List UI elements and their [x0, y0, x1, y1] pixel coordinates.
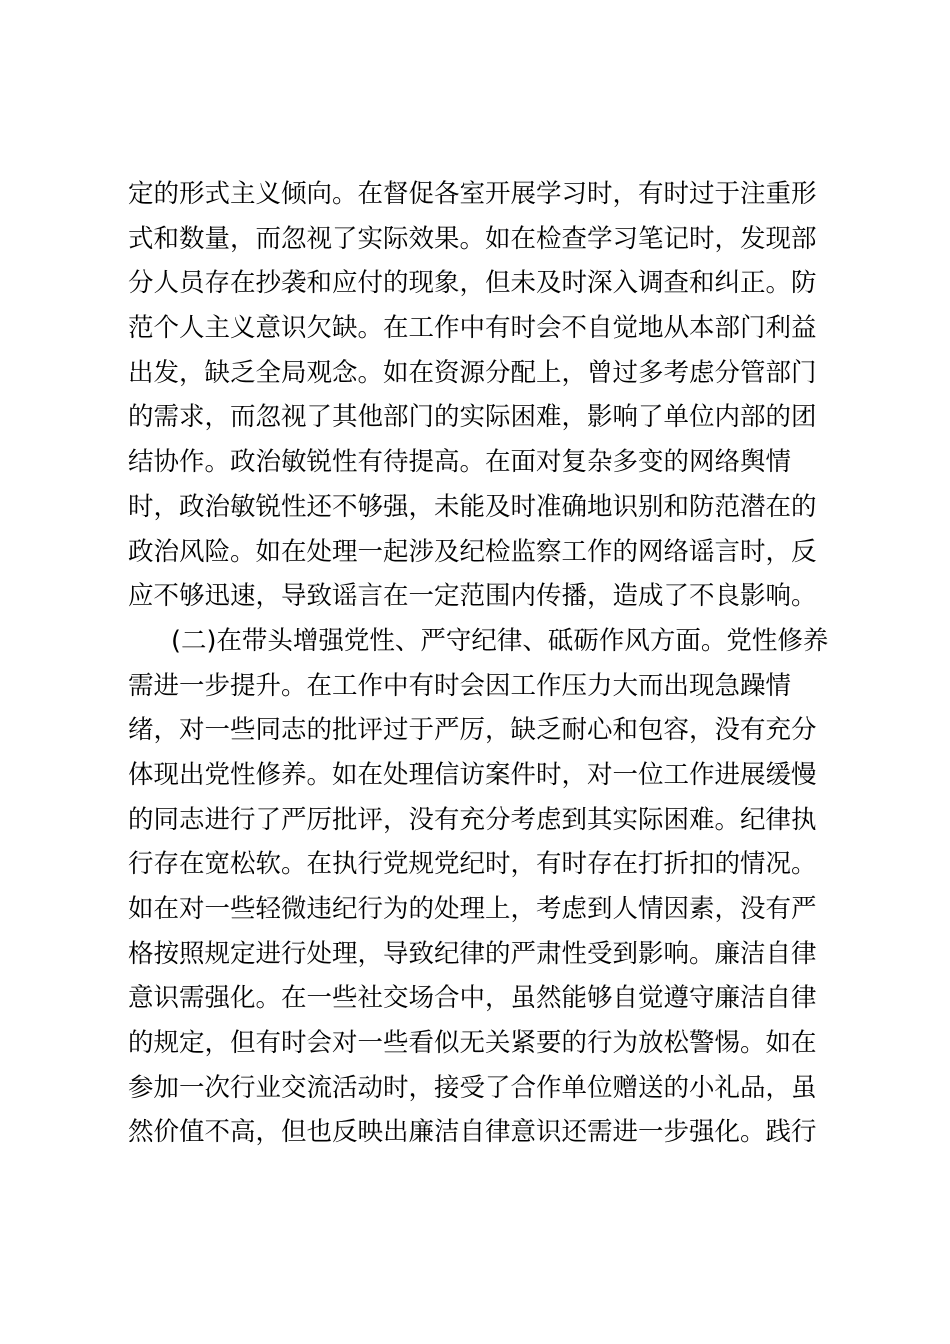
text-line: 需进一步提升。在工作中有时会因工作压力大而出现急躁情: [128, 670, 792, 701]
text-line: 行存在宽松软。在执行党规党纪时，有时存在打折扣的情况。: [128, 849, 817, 880]
text-line: 范个人主义意识欠缺。在工作中有时会不自觉地从本部门利益: [128, 313, 817, 344]
text-line: 政治风险。如在处理一起涉及纪检监察工作的网络谣言时，反: [128, 536, 817, 567]
text-line: 定的形式主义倾向。在督促各室开展学习时，有时过于注重形: [128, 179, 817, 209]
text-line: 绪，对一些同志的批评过于严厉，缺乏耐心和包容，没有充分: [128, 715, 817, 746]
text-line: 的规定，但有时会对一些看似无关紧要的行为放松警惕。如在: [128, 1028, 817, 1059]
text-line: 如在对一些轻微违纪行为的处理上，考虑到人情因素，没有严: [128, 894, 817, 924]
text-line: 出发，缺乏全局观念。如在资源分配上，曾过多考虑分管部门: [128, 357, 817, 388]
text-line: 时，政治敏锐性还不够强，未能及时准确地识别和防范潜在的: [128, 491, 817, 522]
text-line: 格按照规定进行处理，导致纪律的严肃性受到影响。廉洁自律: [128, 938, 817, 969]
text-line: 结协作。政治敏锐性有待提高。在面对复杂多变的网络舆情: [128, 447, 792, 478]
text-line: 分人员存在抄袭和应付的现象，但未及时深入调查和纠正。防: [128, 268, 817, 299]
text-line: 应不够迅速，导致谣言在一定范围内传播，造成了不良影响。: [128, 581, 817, 612]
body-text: [128, 172, 828, 1155]
text-line: 的同志进行了严厉批评，没有充分考虑到其实际困难。纪律执: [128, 804, 817, 835]
section-heading-line: (二)在带头增强党性、严守纪律、砥砺作风方面。党性修养: [171, 625, 829, 656]
text-line: 式和数量，而忽视了实际效果。如在检查学习笔记时，发现部: [128, 223, 817, 254]
text-line: 参加一次行业交流活动时，接受了合作单位赠送的小礼品，虽: [128, 1072, 817, 1103]
text-line: 然价值不高，但也反映出廉洁自律意识还需进一步强化。践行: [128, 1117, 817, 1148]
text-line: 的需求，而忽视了其他部门的实际困难，影响了单位内部的团: [128, 402, 817, 433]
text-line: 体现出党性修养。如在处理信访案件时，对一位工作进展缓慢: [128, 759, 817, 790]
text-line: 意识需强化。在一些社交场合中，虽然能够自觉遵守廉洁自律: [128, 983, 817, 1014]
